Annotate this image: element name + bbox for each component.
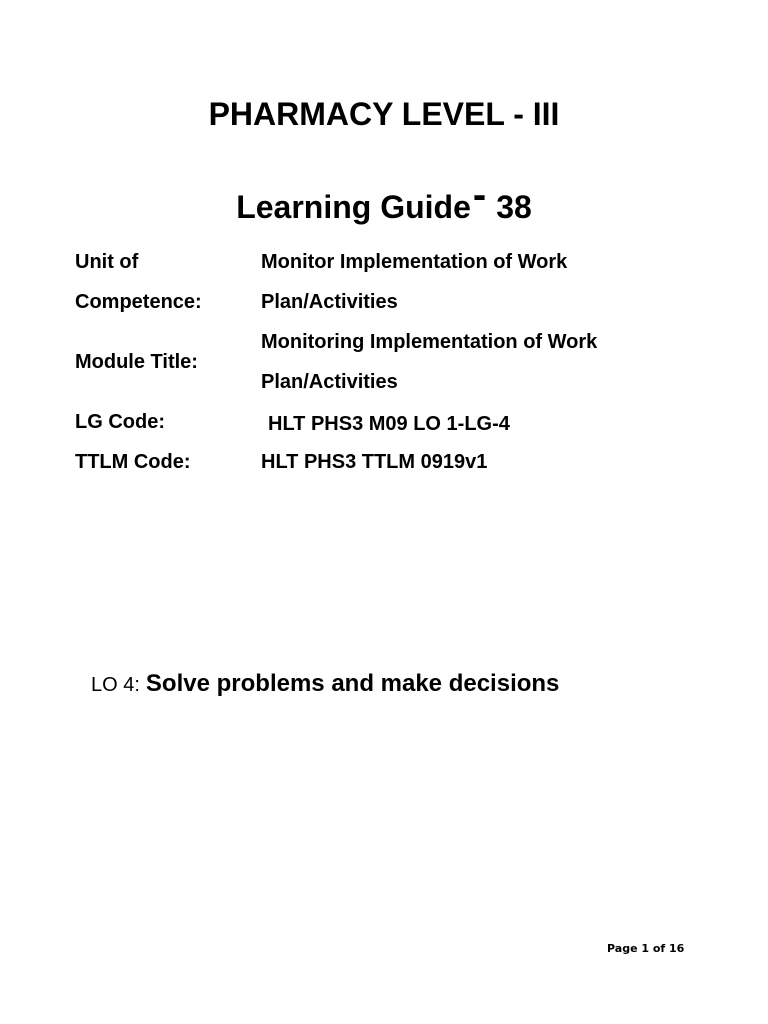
learning-guide-heading <box>0 173 768 227</box>
document-title: PHARMACY LEVEL - III <box>208 96 560 132</box>
ttlm-code-value: HLT PHS3 TTLM 0919v1 <box>261 451 488 473</box>
module-title-label: Module Title: <box>75 351 198 373</box>
lg-code-row <box>75 402 695 442</box>
module-title-value <box>261 322 681 402</box>
module-title-row <box>75 322 695 402</box>
module-title-value-line-1: Monitoring Implementation of Work <box>261 331 598 353</box>
ttlm-code-label: TTLM Code: <box>75 451 191 473</box>
learning-guide-separator: - <box>472 173 487 217</box>
unit-of-competence-label-line-2: Competence: <box>75 291 202 313</box>
lg-code-value: HLT PHS3 M09 LO 1-LG-4 <box>268 413 510 435</box>
guide-details-table <box>75 242 695 482</box>
learning-guide-number: 38 <box>496 189 532 225</box>
unit-of-competence-row <box>75 242 695 322</box>
unit-of-competence-label <box>75 242 261 322</box>
learning-outcome-text: Solve problems and make decisions <box>145 670 560 697</box>
module-title-value-line-2: Plan/Activities <box>261 371 398 393</box>
unit-of-competence-value-line-1: Monitor Implementation of Work <box>261 251 568 273</box>
unit-of-competence-value <box>261 242 681 322</box>
page-number: Page 1 of 16 <box>607 942 685 955</box>
learning-guide-label: Learning Guide <box>236 189 471 225</box>
unit-of-competence-value-line-2: Plan/Activities <box>261 291 398 313</box>
learning-outcome-number: LO 4: <box>91 674 140 696</box>
ttlm-code-row <box>75 442 695 482</box>
lg-code-label: LG Code: <box>75 411 165 433</box>
unit-of-competence-label-line-1: Unit of <box>75 251 139 273</box>
learning-outcome <box>91 670 559 698</box>
